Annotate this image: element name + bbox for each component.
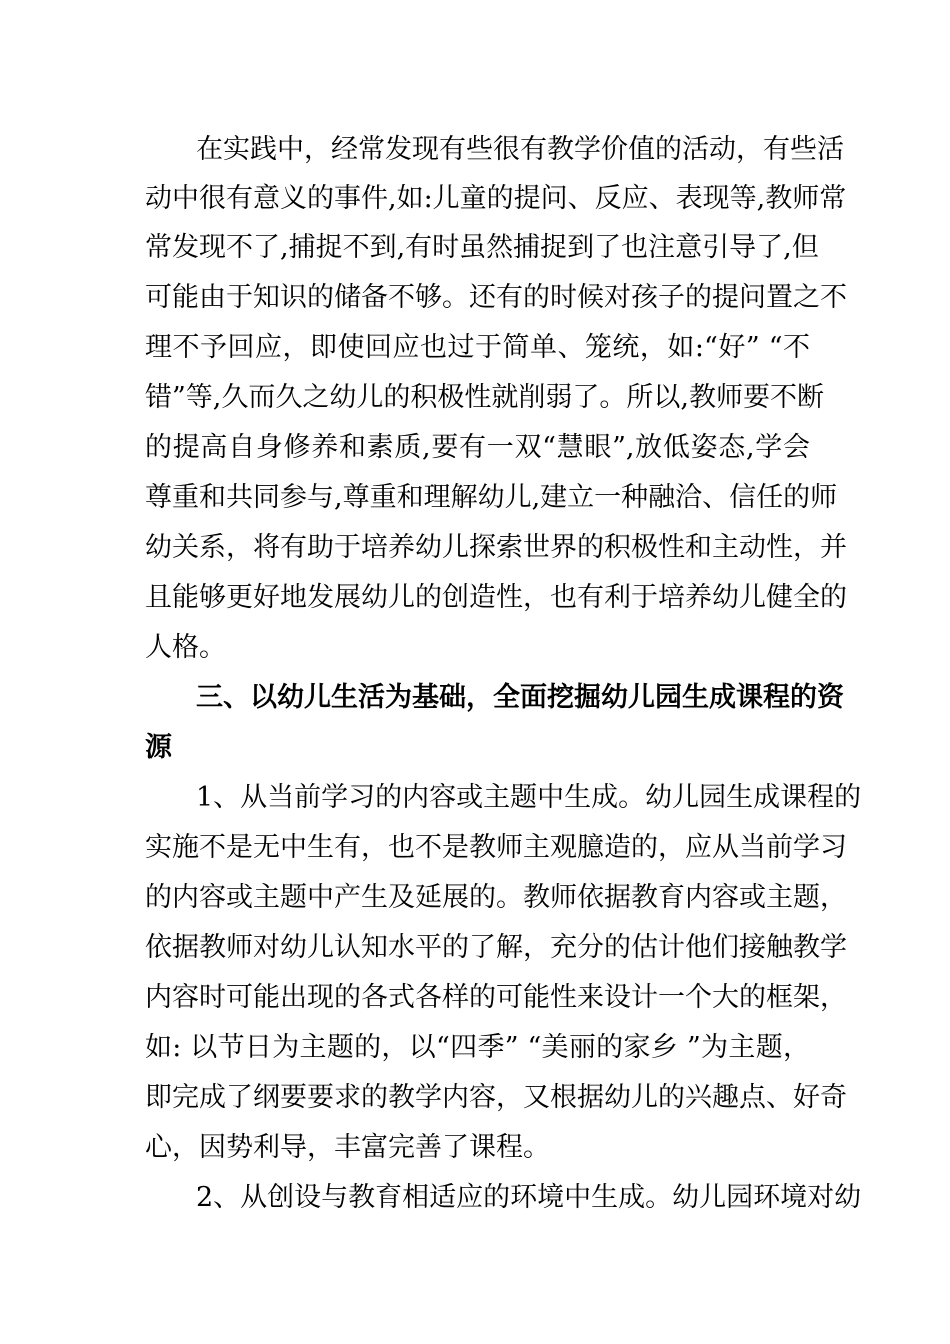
paragraph-line: 内容时可能出现的各式各样的可能性来设计一个大的框架， [145, 982, 847, 1013]
paragraph-line: 可能由于知识的储备不够。还有的时候对孩子的提问置之不 [145, 282, 847, 313]
paragraph-line: 如: 以节日为主题的，以“四季” “美丽的家乡 ”为主题， [145, 1032, 810, 1063]
paragraph-line: 在实践中，经常发现有些很有教学价值的活动，有些活 [196, 134, 844, 165]
paragraph-line: 尊重和共同参与,尊重和理解幼儿,建立一种融洽、信任的师 [145, 482, 838, 513]
paragraph-line: 1、从当前学习的内容或主题中生成。幼儿园生成课程的 [196, 782, 862, 813]
paragraph-line: 常发现不了,捕捉不到,有时虽然捕捉到了也注意引导了,但 [145, 232, 819, 263]
paragraph-line: 实施不是无中生有，也不是教师主观臆造的，应从当前学习 [145, 832, 847, 863]
paragraph-line: 的提高自身修养和素质,要有一双“慧眼”,放低姿态,学会 [145, 432, 810, 463]
paragraph-line: 心，因势利导，丰富完善了课程。 [145, 1132, 550, 1163]
paragraph-line: 理不予回应，即使回应也过于简单、笼统，如:“好” “不 [145, 332, 810, 363]
paragraph-line: 依据教师对幼儿认知水平的了解，充分的估计他们接触教学 [145, 932, 847, 963]
paragraph-line: 幼关系，将有助于培养幼儿探索世界的积极性和主动性，并 [145, 532, 847, 563]
paragraph-line: 人格。 [145, 632, 226, 663]
paragraph-line: 动中很有意义的事件,如:儿童的提问、反应、表现等,教师常 [145, 183, 847, 214]
paragraph-line: 错”等,久而久之幼儿的积极性就削弱了。所以,教师要不断 [145, 382, 824, 413]
section-heading: 源 [145, 732, 172, 763]
paragraph-line: 且能够更好地发展幼儿的创造性，也有利于培养幼儿健全的 [145, 582, 847, 613]
paragraph-line: 的内容或主题中产生及延展的。教师依据教育内容或主题， [145, 882, 847, 913]
section-heading: 三、以幼儿生活为基础，全面挖掘幼儿园生成课程的资 [196, 682, 844, 713]
paragraph-line: 2、从创设与教育相适应的环境中生成。幼儿园环境对幼 [196, 1182, 862, 1213]
paragraph-line: 即完成了纲要要求的教学内容，又根据幼儿的兴趣点、好奇 [145, 1082, 847, 1113]
